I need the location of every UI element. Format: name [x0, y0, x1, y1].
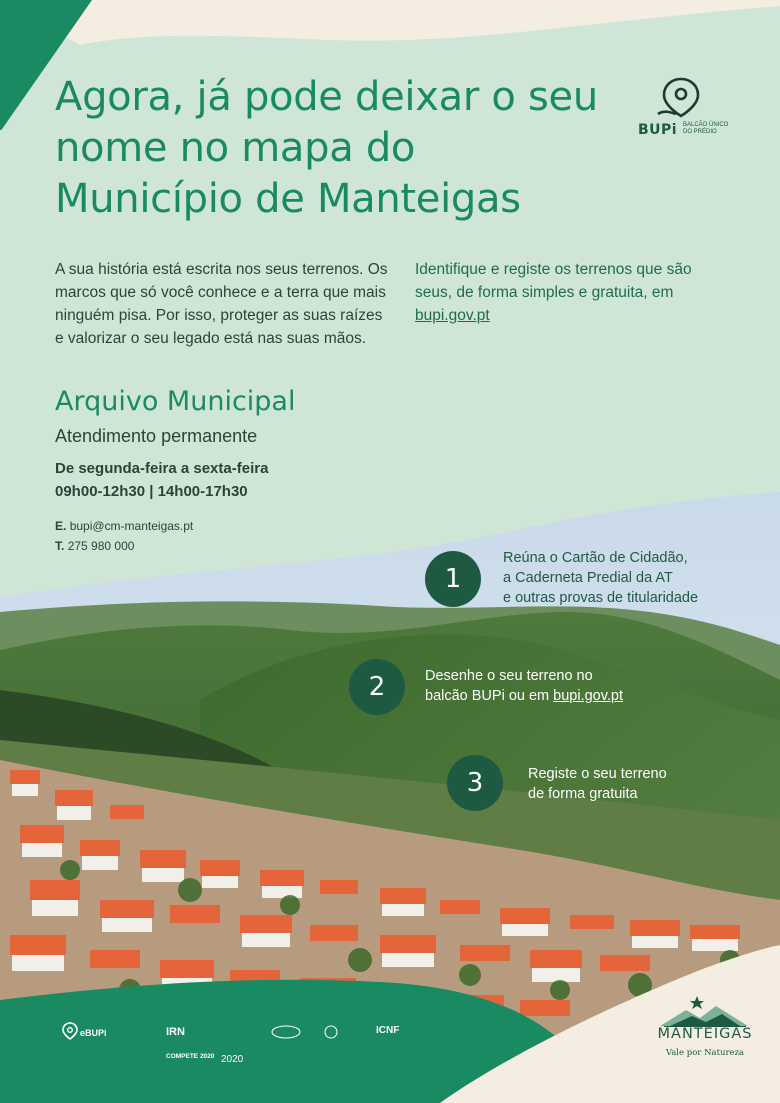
- email-link[interactable]: bupi@cm-manteigas.pt: [69, 519, 194, 533]
- cadastro-logo-icon: [271, 1025, 301, 1039]
- partner-logos: [56, 1022, 436, 1072]
- step-3-number: 3: [447, 755, 503, 811]
- icnf-logo: ICNF: [376, 1025, 400, 1036]
- arquivo-title: Arquivo Municipal: [55, 386, 296, 417]
- step-1-text: Reúna o Cartão de Cidadão, a Caderneta Predial da AT e outras provas de titularidade: [503, 550, 699, 606]
- bupi-subtitle: BALCÃO ÚNICO DO PRÉDIO: [683, 122, 729, 135]
- globe-logo-icon: [324, 1025, 338, 1039]
- step-1-number: 1: [425, 551, 481, 607]
- bupi-link[interactable]: bupi.gov.pt: [415, 307, 490, 324]
- manteigas-tagline: Vale por Natureza: [665, 1048, 745, 1058]
- intro-text-left: A sua história está escrita nos seus terrenos. Os marcos que só você conhece e a terra que mais ninguém pisa. Por isso, proteger as suas raízes e valorizar o seu legado está nas suas mãos.: [55, 261, 388, 347]
- step-2-number: 2: [349, 659, 405, 715]
- intro-text-right: Identifique e registe os terrenos que são seus, de forma simples e gratuita, em bupi.gov.pt: [415, 261, 692, 324]
- headline: Agora, já pode deixar o seu nome no mapa do Município de Manteigas: [55, 74, 598, 222]
- opening-days: De segunda-feira a sexta-feira: [55, 460, 269, 477]
- step-2-link[interactable]: bupi.gov.pt: [553, 688, 624, 704]
- opening-times: 09h00-12h30 | 14h00-17h30: [55, 483, 248, 500]
- ebupi-pin-icon: [62, 1022, 78, 1040]
- manteigas-logo: [650, 988, 760, 1068]
- arquivo-subtitle: Atendimento permanente: [55, 426, 258, 446]
- step-2-text: Desenhe o seu terreno no balcão BUPi ou em bupi.gov.pt: [425, 668, 624, 704]
- phone-number: 275 980 000: [67, 539, 135, 553]
- irn-logo: IRN: [166, 1026, 185, 1038]
- step-3-text: Registe o seu terreno de forma gratuita: [528, 766, 667, 802]
- mountain-star-icon: [650, 988, 760, 1028]
- ebupi-logo: eBUPi: [80, 1028, 107, 1038]
- contact-info: E. bupi@cm-manteigas.pt T. 275 980 000: [55, 519, 194, 553]
- compete-logo: COMPETE 2020: [166, 1053, 215, 1060]
- manteigas-name: MANTEIGAS: [657, 1026, 753, 1042]
- portugal-2020-logo: 2020: [221, 1054, 244, 1065]
- bupi-wordmark: BUPi: [638, 122, 678, 138]
